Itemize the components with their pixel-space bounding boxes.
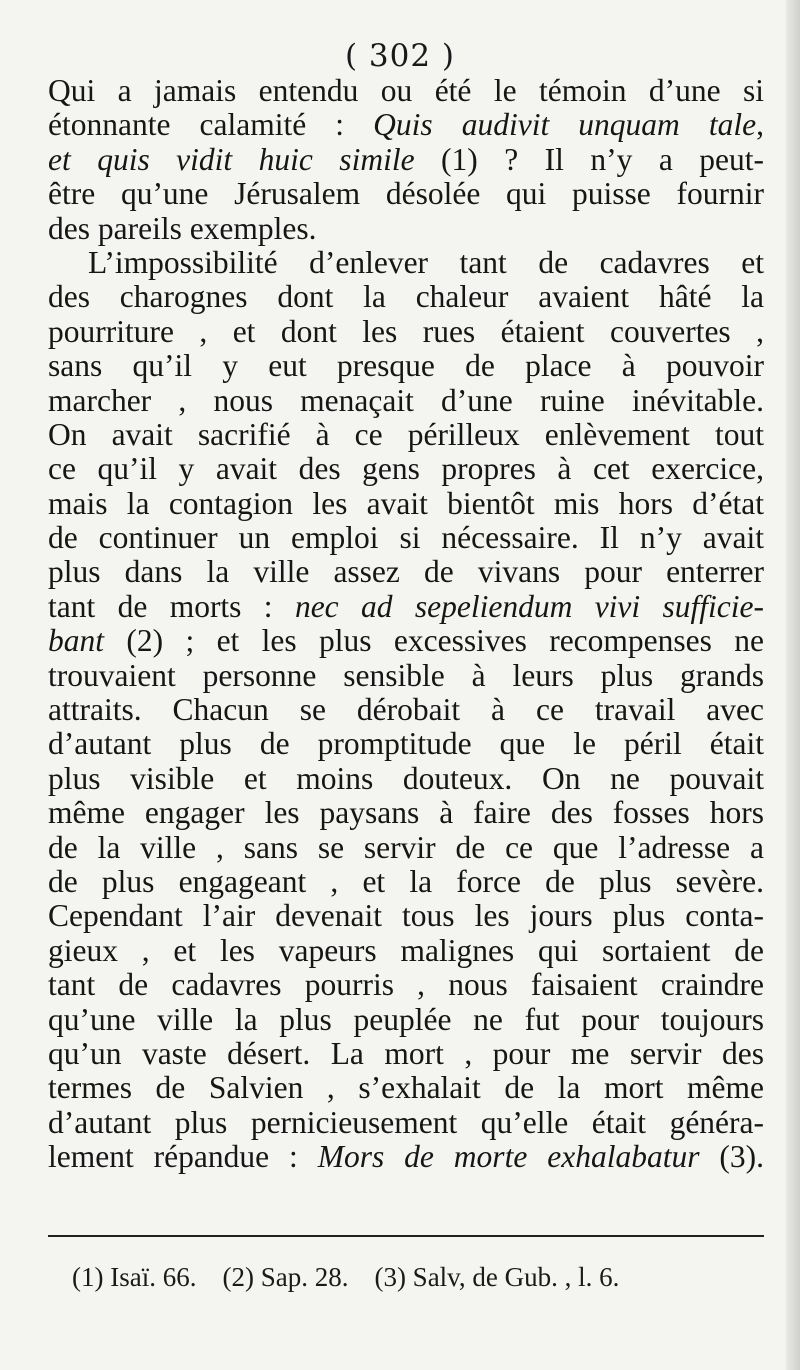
text-run: lement répandue : [48, 1139, 318, 1175]
text-line [48, 659, 764, 693]
text-line [48, 74, 764, 108]
text-run: Qui a jamais entendu ou été le témoin d’une si [48, 73, 764, 108]
text-line [48, 934, 764, 968]
text-line [48, 212, 764, 246]
footnotes [72, 1262, 752, 1293]
text-run: même engager les paysans à faire des fosses hors [48, 795, 764, 831]
footnote: (1) Isaï. 66. [72, 1262, 197, 1292]
text-run: mais la contagion les avait bientôt mis hors d’état [48, 485, 764, 521]
text-run: être qu’une Jérusalem désolée qui puisse fournir [48, 176, 764, 212]
latin-quote: nec ad sepeliendum vivi sufficie- [294, 588, 764, 624]
text-line [48, 1140, 764, 1174]
text-run: tant de morts : [48, 588, 295, 624]
page-number: ( 302 ) [344, 38, 456, 74]
latin-quote: bant [48, 623, 105, 659]
text-line [48, 624, 764, 658]
text-run: termes de Salvien , s’exhalait de la mort même [48, 1070, 764, 1106]
text-run: de la ville , sans se servir de ce que l’adresse a [48, 829, 764, 865]
text-run: (1) ? Il n’y a peut- [414, 141, 764, 177]
text-line [48, 143, 764, 177]
text-run: (3). [699, 1139, 765, 1175]
text-line [48, 831, 764, 865]
text-line [48, 177, 764, 211]
text-line [48, 796, 764, 830]
text-run: trouvaient personne sensible à leurs plus grands [48, 657, 764, 693]
footnote: (2) Sap. 28. [222, 1262, 349, 1292]
text-line [48, 968, 764, 1002]
text-line [48, 762, 764, 796]
text-line [48, 899, 764, 933]
text-line [48, 555, 764, 589]
text-run: plus visible et moins douteux. On ne pouvait [48, 760, 764, 796]
text-line [48, 693, 764, 727]
text-run: de plus engageant , et la force de plus sevère. [48, 863, 764, 899]
text-line [48, 108, 764, 142]
page-edge-shadow [786, 0, 800, 1370]
text-run: marcher , nous menaçait d’une ruine inévitable. [48, 382, 764, 418]
latin-quote: Mors de morte exhalabatur [317, 1139, 700, 1175]
latin-quote: Quis audivit unquam tale [373, 107, 757, 143]
text-line [48, 246, 764, 280]
text-line [48, 315, 764, 349]
text-line [48, 727, 764, 761]
text-run: plus dans la ville assez de vivans pour enterrer [48, 554, 764, 590]
text-line [48, 1071, 764, 1105]
footnote: (3) Salv, de Gub. , l. 6. [374, 1262, 620, 1292]
text-run: qu’un vaste désert. La mort , pour me servir des [48, 1035, 764, 1071]
text-line [48, 384, 764, 418]
body-text [48, 74, 764, 1175]
text-run: L’impossibilité d’enlever tant de cadavres et [88, 244, 764, 280]
text-run: ce qu’il y avait des gens propres à cet exercice, [48, 451, 764, 487]
text-line [48, 418, 764, 452]
text-run: d’autant plus de promptitude que le péril était [48, 726, 764, 762]
text-run: gieux , et les vapeurs malignes qui sortaient de [48, 932, 764, 968]
text-line [48, 452, 764, 486]
latin-quote: et quis vidit huic simile [48, 141, 415, 177]
text-run: , [756, 107, 764, 143]
text-run: des charognes dont la chaleur avaient hâté la [48, 279, 764, 315]
text-run: sans qu’il y eut presque de place à pouvoir [48, 348, 764, 384]
text-run: (2) ; et les plus excessives recompenses ne [104, 623, 764, 659]
text-run: pourriture , et dont les rues étaient couvertes , [48, 313, 764, 349]
text-run: qu’une ville la plus peuplée ne fut pour toujours [48, 1001, 764, 1037]
text-line [48, 865, 764, 899]
text-line [48, 521, 764, 555]
text-run: tant de cadavres pourris , nous faisaient craindre [48, 967, 764, 1003]
text-line [48, 280, 764, 314]
text-line [48, 487, 764, 521]
footnote-rule [48, 1235, 764, 1237]
text-run: Cependant l’air devenait tous les jours plus conta- [48, 898, 764, 934]
text-run: étonnante calamité : [48, 107, 374, 143]
text-run: des pareils exemples. [48, 210, 317, 246]
text-line [48, 349, 764, 383]
text-line [48, 1106, 764, 1140]
text-run: d’autant plus pernicieusement qu’elle était généra- [48, 1104, 764, 1140]
text-run: de continuer un emploi si nécessaire. Il n’y avait [48, 520, 764, 556]
text-line [48, 1037, 764, 1071]
text-run: On avait sacrifié à ce périlleux enlèvement tout [48, 416, 764, 452]
text-line [48, 1003, 764, 1037]
text-run: attraits. Chacun se dérobait à ce travail avec [48, 692, 764, 728]
text-line [48, 590, 764, 624]
